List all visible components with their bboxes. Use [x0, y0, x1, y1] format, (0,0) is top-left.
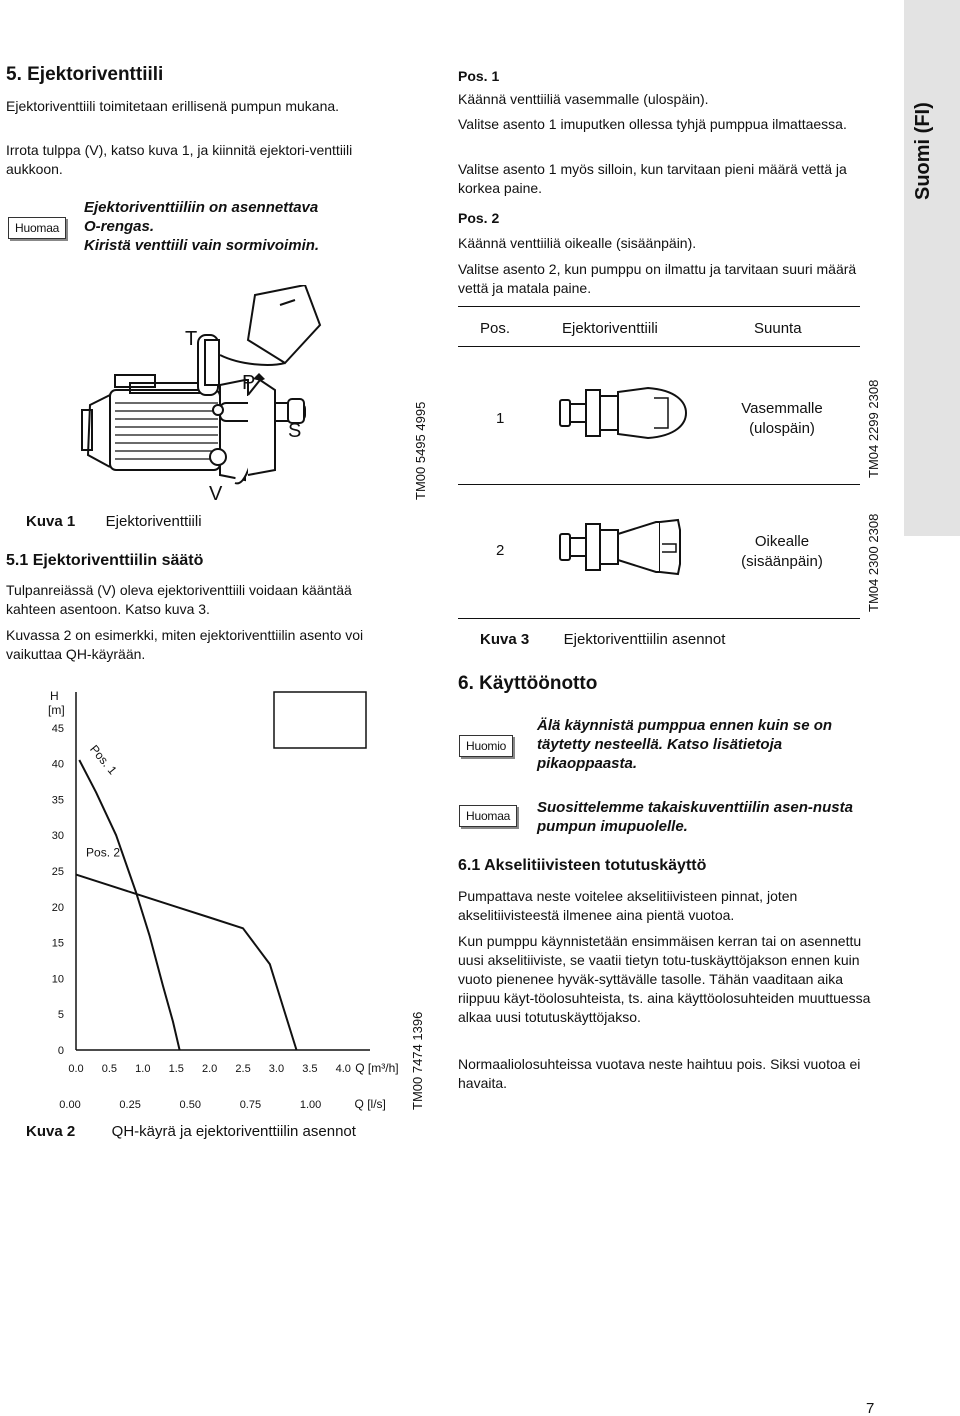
chart-x-tick-label-ls: 0.75: [239, 1099, 262, 1111]
chart-x-tick-label-ls: 0.25: [119, 1099, 141, 1111]
figure-2-caption-text: QH-käyrä ja ejektoriventtiilin asennot: [111, 1123, 356, 1140]
section61-paragraph-3: Normaaliolosuhteissa vuotava neste haihtuu pois. Siksi vuotoa ei havaita.: [458, 1056, 861, 1091]
chart-x-tick-label-m3h: 1.5: [168, 1063, 184, 1075]
note1-text: Älä käynnistä pumppua ennen kuin se on täytetty nesteellä. Katso lisätietoja pikaoppaasta.: [537, 717, 833, 772]
pos2-paragraph-1: Käännä venttiiliä oikealle (sisäänpäin).: [458, 235, 697, 251]
chart-x-tick-label-m3h: 2.0: [201, 1063, 218, 1075]
figure-1-label-P: P: [242, 372, 256, 394]
chart-y-tick-label: 40: [51, 758, 64, 771]
chart-series-label-pos2: Pos. 2: [86, 845, 121, 860]
chart-y-tick-label: 25: [51, 866, 64, 878]
figure-1-label-V: V: [209, 483, 223, 505]
note-box-huomio: [459, 735, 513, 757]
chart-x-tick-label-m3h: 0.0: [68, 1063, 84, 1075]
table-row-1-code: TM04 2299 2308: [866, 379, 881, 478]
chart-x-tick-label-ls: 1.00: [299, 1099, 322, 1111]
figure-1-pump-drawing: [70, 285, 370, 510]
table-row-2-pos: 2: [496, 542, 505, 559]
figure-3-caption-number: Kuva 3: [480, 631, 530, 648]
note-label: Huomaa: [8, 217, 66, 239]
chart-y-tick-label: 15: [51, 937, 64, 950]
section5-title: 5. Ejektoriventtiili: [6, 64, 164, 85]
chart-y-tick-label: 45: [51, 722, 64, 735]
note-line-1: Ejektoriventtiiliin on asennettava: [84, 199, 319, 216]
language-tab: [904, 0, 960, 536]
pos1-paragraph-3: Valitse asento 1 myös silloin, kun tarvitaan pieni määrä vettä ja korkea paine.: [458, 161, 847, 196]
section51-paragraph-1: Tulpanreiässä (V) oleva ejektoriventtiili voidaan kääntää kahteen asentoon. Katso kuva 3.: [6, 582, 352, 617]
note2-label: Huomaa: [459, 805, 517, 827]
chart-xlabel-ls: Q [l/s]: [354, 1097, 386, 1111]
table-header-pos: Pos.: [480, 320, 511, 337]
section51-title: 5.1 Ejektoriventtiilin säätö: [6, 552, 204, 569]
chart-x-tick-label-m3h: 0.5: [101, 1063, 118, 1075]
ejector-valve-pos2-icon: [556, 512, 696, 582]
table-row-1-pos: 1: [496, 410, 505, 427]
chart-ylabel-line1: H: [50, 689, 59, 703]
note-box-huomaa: [8, 217, 66, 239]
chart-y-tick-label: 30: [51, 830, 64, 843]
chart-y-tick-label: 0: [57, 1045, 64, 1057]
section61-title: 6.1 Akselitiivisteen totutuskäyttö: [458, 857, 707, 874]
figure-3-caption: [480, 631, 725, 649]
figure-2-caption-number: Kuva 2: [26, 1123, 76, 1140]
chart-x-tick-label-ls: 0.50: [179, 1099, 201, 1111]
chart-x-tick-label-m3h: 3.5: [302, 1063, 318, 1075]
figure-1-label-T: T: [185, 328, 198, 350]
page-number: 7: [866, 1400, 875, 1416]
chart-series-label-pos1: Pos. 1: [87, 742, 120, 778]
figure-3-caption-text: Ejektoriventtiilin asennot: [563, 631, 726, 648]
chart-x-tick-label-m3h: 4.0: [335, 1063, 351, 1075]
chart-series-line-1: [79, 760, 179, 1050]
chart-series-line-2: [76, 875, 297, 1050]
figure-1-caption: [26, 513, 202, 531]
chart-y-tick-label: 35: [51, 794, 64, 807]
pos1-paragraph-2: Valitse asento 1 imuputken ollessa tyhjä pumppua ilmattaessa.: [458, 116, 847, 132]
table-header-rule: [458, 346, 860, 347]
section5-paragraph-2: Irrota tulppa (V), katso kuva 1, ja kiinnitä ejektori-venttiili aukkoon.: [6, 142, 353, 177]
chart-x-tick-label-ls: 0.00: [59, 1099, 81, 1111]
figure-2-caption: [26, 1123, 356, 1141]
figure-1-caption-number: Kuva 1: [26, 513, 76, 530]
note-box-huomaa-2: [459, 805, 517, 827]
figure-2-code: TM00 7474 1396: [410, 1011, 425, 1110]
pos1-heading: Pos. 1: [458, 68, 500, 84]
chart-xlabel-m3h: Q [m³/h]: [355, 1061, 399, 1075]
chart-y-tick-label: 5: [57, 1009, 64, 1022]
chart-x-tick-label-m3h: 3.0: [268, 1063, 285, 1075]
table-top-rule: [458, 306, 860, 307]
table-row-2-direction: Oikealle (sisäänpäin): [741, 533, 823, 570]
figure-1-code: TM00 5495 4995: [413, 401, 428, 500]
figure-1-caption-text: Ejektoriventtiili: [105, 513, 202, 530]
note-text: [84, 198, 404, 255]
note-line-3: Kiristä venttiili vain sormivoimin.: [84, 237, 320, 254]
table-row-1-direction: Vasemmalle (ulospäin): [741, 400, 823, 437]
note1-label: Huomio: [459, 735, 513, 757]
chart-x-tick-label-m3h: 1.0: [135, 1063, 151, 1075]
chart-legend-box: [274, 692, 366, 748]
pos2-heading: Pos. 2: [458, 210, 500, 226]
pos2-paragraph-2: Valitse asento 2, kun pumppu on ilmattu ja tarvitaan suuri määrä vettä ja matala paine.: [458, 261, 857, 296]
section51-paragraph-2: Kuvassa 2 on esimerkki, miten ejektoriventtiilin asento voi vaikuttaa QH-käyrään.: [6, 627, 364, 662]
chart-y-tick-label: 10: [51, 973, 64, 986]
chart-x-tick-label-m3h: 2.5: [235, 1063, 251, 1075]
section6-title: 6. Käyttöönotto: [458, 673, 598, 694]
section5-paragraph-1: Ejektoriventtiili toimitetaan erillisenä pumpun mukana.: [6, 98, 340, 114]
pos1-paragraph-1: Käännä venttiiliä vasemmalle (ulospäin).: [458, 91, 709, 107]
ejector-valve-pos1-icon: [556, 378, 696, 448]
section61-paragraph-1: Pumpattava neste voitelee akselitiivisteen pinnat, joten akselitiivisteestä ilmenee aina pientä vuotoa.: [458, 888, 798, 923]
chart-ylabel-line2: [m]: [48, 703, 65, 717]
language-tab-label: Suomi (FI): [912, 102, 934, 200]
note2-text: Suosittelemme takaiskuventtiilin asen-nusta pumpun imupuolelle.: [537, 799, 853, 835]
table-header-direction: Suunta: [754, 320, 802, 337]
figure-2-qh-chart: [40, 680, 400, 1120]
table-row-rule: [458, 484, 860, 485]
figure-1-label-S: S: [288, 420, 302, 442]
chart-y-tick-label: 20: [51, 901, 64, 914]
note-line-2: O-rengas.: [84, 218, 155, 235]
section61-paragraph-2: Kun pumppu käynnistetään ensimmäisen kerran tai on asennettu uusi akselitiiviste, se vaatii tietyn totu-tuskäyttöjakson ennen kuin vuoto pienenee hyväk-syttävälle tasolle. Tähän vaaditaan aika riippuu käyt-töolosuhteista, ts. aina käyttöolosuhteiden muuttuessa alkaa uusi totutuskäyttöjakso.: [458, 933, 871, 1025]
table-bottom-rule: [458, 618, 860, 619]
table-row-2-code: TM04 2300 2308: [866, 513, 881, 612]
table-header-valve: Ejektoriventtiili: [562, 320, 658, 337]
